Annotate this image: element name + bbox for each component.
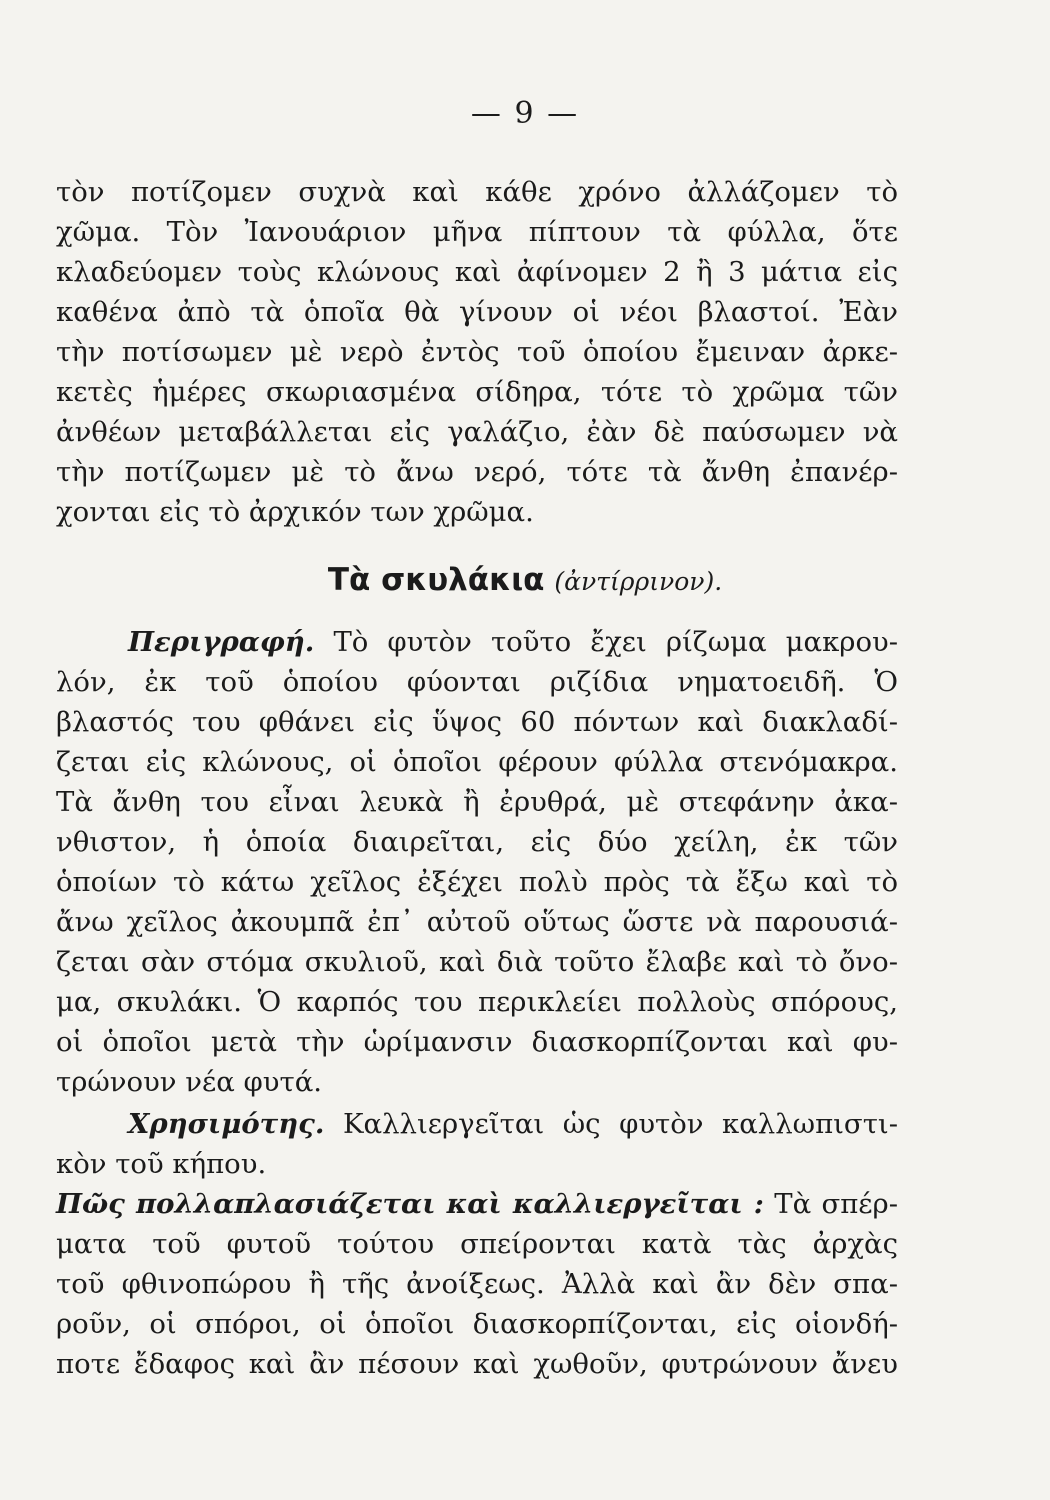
propagation-label: Πῶς πολλαπλασιάζεται καὶ καλλιεργεῖται : <box>56 1188 764 1220</box>
text-line: ποτε ἔδαφος καὶ ἂν πέσουν καὶ χωθοῦν, φυτρώνουν ἄνευ <box>56 1348 898 1380</box>
usefulness-label: Χρησιμότης. <box>128 1108 325 1140</box>
text-line: τὸν ποτίζομεν συχνὰ καὶ κάθε χρόνο ἀλλάζομεν τὸ <box>56 176 898 208</box>
text-line: ροῦν, οἱ σπόροι, οἱ ὁποῖοι διασκορπίζονται, εἰς οἱονδή- <box>56 1308 898 1340</box>
description-label: Περιγραφή. <box>128 626 315 658</box>
text-line: χονται εἰς τὸ ἀρχικόν των χρῶμα. <box>56 496 534 528</box>
usefulness-first-text: Καλλιεργεῖται ὡς φυτὸν καλλωπιστι- <box>343 1108 898 1140</box>
section-alt-name: (ἀντίρρινον). <box>554 567 723 596</box>
text-line: κετὲς ἡμέρες σκωριασμένα σίδηρα, τότε τὸ χρῶμα τῶν <box>56 376 898 408</box>
text-line: ἀνθέων μεταβάλλεται εἰς γαλάζιο, ἐὰν δὲ παύσωμεν νὰ <box>56 416 898 448</box>
propagation-first-line <box>56 1184 898 1224</box>
text-line: νθιστον, ἡ ὁποία διαιρεῖται, εἰς δύο χείλη, ἐκ τῶν <box>56 826 898 858</box>
text-line: τοῦ φθινοπώρου ἢ τῆς ἀνοίξεως. Ἀλλὰ καὶ ἂν δὲν σπα- <box>56 1268 898 1300</box>
text-line: οἱ ὁποῖοι μετὰ τὴν ὡρίμανσιν διασκορπίζονται καὶ φυ- <box>56 1026 898 1058</box>
text-line: λόν, ἐκ τοῦ ὁποίου φύονται ριζίδια νηματοειδῆ. Ὁ <box>56 666 898 698</box>
propagation-first-text: Τὰ σπέρ- <box>774 1188 898 1220</box>
text-line: τὴν ποτίσωμεν μὲ νερὸ ἐντὸς τοῦ ὁποίου ἔμειναν ἀρκε- <box>56 336 898 368</box>
text-line: ζεται εἰς κλώνους, οἱ ὁποῖοι φέρουν φύλλα στενόμακρα. <box>56 746 898 778</box>
text-line: ἄνω χεῖλος ἀκουμπᾶ ἐπ᾽ αὐτοῦ οὕτως ὥστε νὰ παρουσιά- <box>56 906 898 938</box>
section-title: Τὰ σκυλάκια <box>327 562 545 598</box>
text-line: ζεται σὰν στόμα σκυλιοῦ, καὶ διὰ τοῦτο ἔλαβε καὶ τὸ ὄνο- <box>56 946 898 978</box>
text-line: χῶμα. Τὸν Ἰανουάριον μῆνα πίπτουν τὰ φύλλα, ὅτε <box>56 216 898 248</box>
text-line: μα, σκυλάκι. Ὁ καρπός του περικλείει πολλοὺς σπόρους, <box>56 986 898 1018</box>
text-line: τρώνουν νέα φυτά. <box>56 1066 323 1098</box>
text-line: ματα τοῦ φυτοῦ τούτου σπείρονται κατὰ τὰς ἀρχὰς <box>56 1228 898 1260</box>
description-first-text: Τὸ φυτὸν τοῦτο ἔχει ρίζωμα μακρου- <box>333 626 899 658</box>
text-line: βλαστός του φθάνει εἰς ὕψος 60 πόντων καὶ διακλαδί- <box>56 706 898 738</box>
text-line: καθένα ἀπὸ τὰ ὁποῖα θὰ γίνουν οἱ νέοι βλαστοί. Ἐὰν <box>56 296 898 328</box>
section-heading <box>0 562 1050 598</box>
text-line: κὸν τοῦ κήπου. <box>56 1148 267 1180</box>
text-line: τὴν ποτίζωμεν μὲ τὸ ἄνω νερό, τότε τὰ ἄνθη ἐπανέρ- <box>56 456 898 488</box>
text-line: κλαδεύομεν τοὺς κλώνους καὶ ἀφίνομεν 2 ἢ 3 μάτια εἰς <box>56 256 898 288</box>
page-number: — 9 — <box>470 96 580 131</box>
usefulness-first-line <box>128 1104 898 1144</box>
text-line: Τὰ ἄνθη του εἶναι λευκὰ ἢ ἐρυθρά, μὲ στεφάνην ἀκα- <box>56 786 898 818</box>
text-line: ὁποίων τὸ κάτω χεῖλος ἐξέχει πολὺ πρὸς τὰ ἔξω καὶ τὸ <box>56 866 898 898</box>
description-first-line <box>128 622 898 662</box>
